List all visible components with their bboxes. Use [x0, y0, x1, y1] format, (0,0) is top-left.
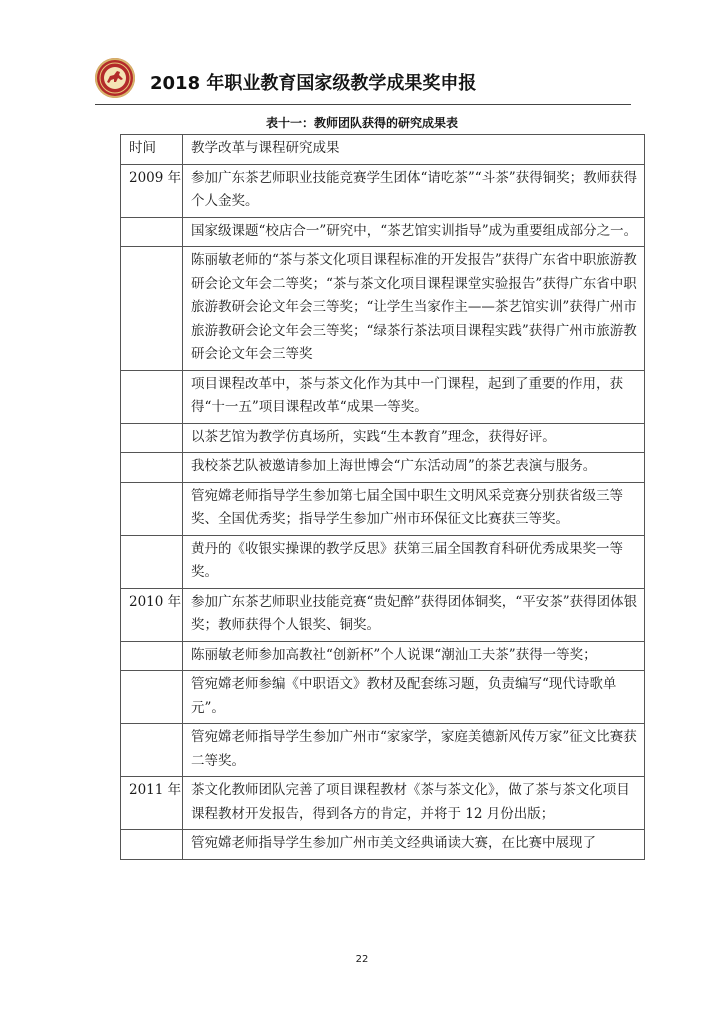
table-row: [121, 370, 645, 423]
table-row: [121, 423, 645, 453]
table-row: [121, 453, 645, 483]
result-cell: 黄丹的《收银实操课的教学反思》获第三届全国教育科研优秀成果奖一等奖。: [183, 535, 645, 588]
table-row: [121, 777, 645, 830]
result-cell: 茶文化教师团队完善了项目课程教材《茶与茶文化》，做了茶与茶文化项目课程教材开发报告，得到各方的肯定，并将于 12 月份出版；: [183, 777, 645, 830]
school-logo: [95, 58, 135, 98]
table-row: [121, 671, 645, 724]
page-header-title: 2018 年职业教育国家级教学成果奖申报: [150, 73, 477, 94]
year-cell: [121, 247, 183, 371]
table-row: [121, 724, 645, 777]
table-header-row: [121, 135, 645, 165]
header-divider: [95, 104, 631, 105]
result-cell: 陈丽敏老师的“茶与茶文化项目课程标准的开发报告”获得广东省中职旅游教研会论文年会二等奖；“茶与茶文化项目课程课堂实验报告”获得广东省中职旅游教研会论文年会三等奖；“让学生当家作主——茶艺馆实训”获得广州市旅游教研会论文年会三等奖；“绿茶行茶法项目课程实践”获得广州市旅游教研会论文年会三等奖: [183, 247, 645, 371]
result-cell: 我校茶艺队被邀请参加上海世博会“广东活动周”的茶艺表演与服务。: [183, 453, 645, 483]
table-row: [121, 588, 645, 641]
year-cell: [121, 671, 183, 724]
result-cell: 陈丽敏老师参加高教社“创新杯”个人说课“潮汕工夫茶”获得一等奖；: [183, 641, 645, 671]
result-cell: 国家级课题“校店合一”研究中，“茶艺馆实训指导”成为重要组成部分之一。: [183, 217, 645, 247]
year-cell: [121, 830, 183, 860]
table-row: [121, 535, 645, 588]
table-row: [121, 217, 645, 247]
research-results-table: [120, 134, 645, 860]
year-cell: [121, 535, 183, 588]
result-cell: 参加广东茶艺师职业技能竞赛“贵妃醉”获得团体铜奖，“平安茶”获得团体银奖；教师获得个人银奖、铜奖。: [183, 588, 645, 641]
table-row: [121, 164, 645, 217]
horse-emblem-icon: [95, 58, 135, 98]
result-cell: 项目课程改革中，茶与茶文化作为其中一门课程，起到了重要的作用，获得“十一五”项目课程改革“成果一等奖。: [183, 370, 645, 423]
table-row: [121, 641, 645, 671]
year-cell: [121, 641, 183, 671]
table-row: [121, 247, 645, 371]
year-cell: 2011 年: [121, 777, 183, 830]
column-header-time: 时间: [121, 135, 183, 165]
year-cell: 2010 年: [121, 588, 183, 641]
result-cell: 管宛嫦老师参编《中职语文》教材及配套练习题，负责编写“现代诗歌单元”。: [183, 671, 645, 724]
page-header: [95, 58, 655, 108]
year-cell: [121, 482, 183, 535]
year-cell: [121, 423, 183, 453]
year-cell: [121, 217, 183, 247]
year-cell: [121, 370, 183, 423]
page-number: 22: [355, 954, 369, 965]
result-cell: 以茶艺馆为教学仿真场所，实践“生本教育”理念，获得好评。: [183, 423, 645, 453]
result-cell: 管宛嫦老师指导学生参加广州市美文经典诵读大赛，在比赛中展现了: [183, 830, 645, 860]
table-row: [121, 830, 645, 860]
year-cell: [121, 724, 183, 777]
table-row: [121, 482, 645, 535]
result-cell: 管宛嫦老师指导学生参加第七届全国中职生文明风采竞赛分别获省级三等奖、全国优秀奖；指导学生参加广州市环保征文比赛获三等奖。: [183, 482, 645, 535]
table-title: 表十一：教师团队获得的研究成果表: [265, 116, 458, 130]
result-cell: 管宛嫦老师指导学生参加广州市“家家学，家庭美德新风传万家”征文比赛获二等奖。: [183, 724, 645, 777]
year-cell: 2009 年: [121, 164, 183, 217]
year-cell: [121, 453, 183, 483]
column-header-results: 教学改革与课程研究成果: [183, 135, 645, 165]
result-cell: 参加广东茶艺师职业技能竞赛学生团体“请吃茶”“斗茶”获得铜奖；教师获得个人金奖。: [183, 164, 645, 217]
